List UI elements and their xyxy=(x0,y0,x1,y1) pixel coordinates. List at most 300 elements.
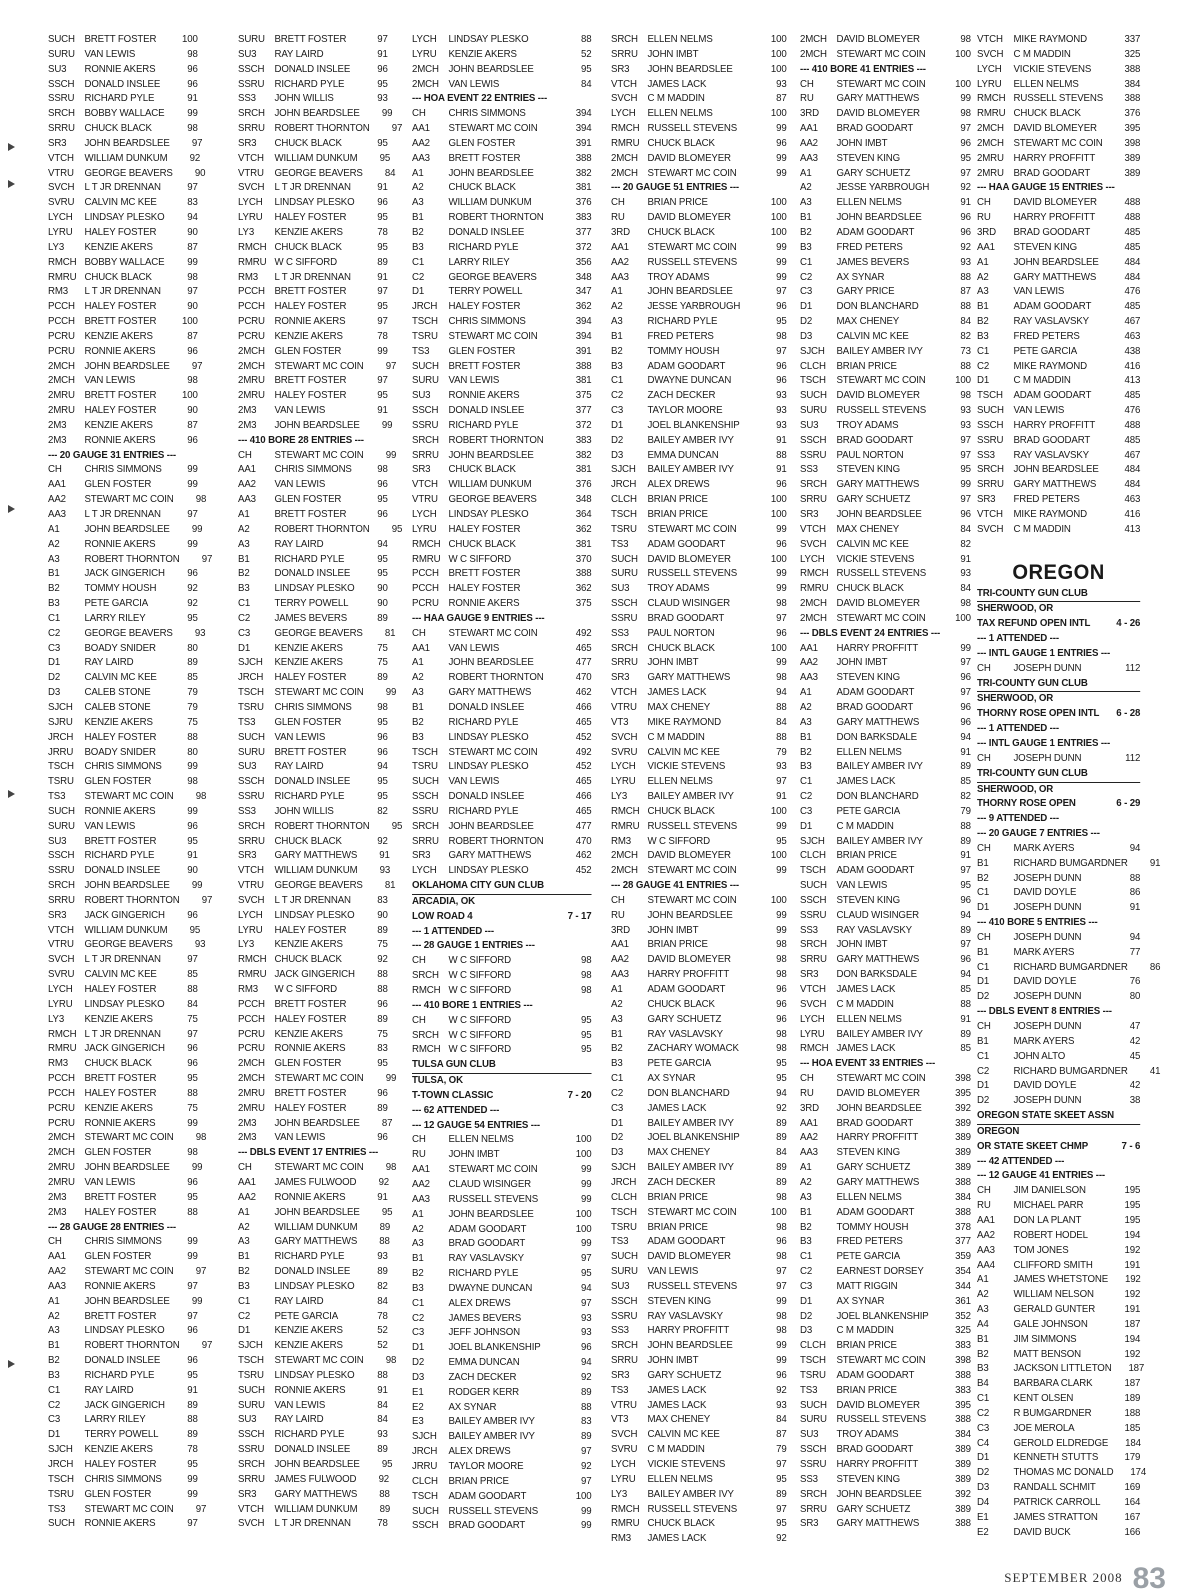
result-row xyxy=(977,990,1140,1005)
result-row xyxy=(238,181,388,196)
score: 97 xyxy=(776,1459,787,1470)
shooter-name: ADAM GOODART xyxy=(647,984,726,995)
score: 84 xyxy=(377,1295,388,1307)
result-row xyxy=(238,1413,388,1428)
result-row xyxy=(611,63,787,78)
result-row xyxy=(412,1490,592,1505)
shooter-name: DON BLANCHARD xyxy=(836,301,919,313)
score: 93 xyxy=(960,568,971,580)
score: 98 xyxy=(581,985,592,996)
result-row xyxy=(800,1354,971,1369)
result-row xyxy=(48,1488,198,1503)
result-row xyxy=(800,493,971,508)
event-code: C2 xyxy=(611,390,624,402)
shooter-name: JOHN WILLIS xyxy=(274,805,334,817)
section-heading xyxy=(977,617,1140,632)
result-row xyxy=(412,835,592,850)
event-code: RU xyxy=(611,909,625,921)
shooter-name: GEORGE BEAVERS xyxy=(84,167,173,179)
score: 99 xyxy=(191,880,203,892)
shooter-name: GEORGE BEAVERS xyxy=(84,627,173,639)
shooter-name: RICHARD PYLE xyxy=(647,316,718,328)
shooter-name: JOHN BEARDSLEE xyxy=(836,1102,922,1114)
shooter-name: JAMES STRATTON xyxy=(1013,1511,1098,1523)
event-code: C3 xyxy=(611,405,624,417)
event-code: B1 xyxy=(800,1206,812,1218)
event-code: SU3 xyxy=(238,1414,257,1426)
shooter-name: KENZIE AKERS xyxy=(274,1340,343,1352)
shooter-name: C M MADDIN xyxy=(647,731,705,743)
result-row xyxy=(800,612,971,627)
shooter-name: BAILEY AMBER IVY xyxy=(836,1028,923,1040)
section-heading: --- 20 GAUGE 31 ENTRIES --- xyxy=(48,449,177,461)
result-row xyxy=(611,820,787,835)
shooter-name: RICHARD PYLE xyxy=(274,78,345,90)
result-row xyxy=(48,1117,198,1132)
event-code: SVRU xyxy=(611,1444,638,1456)
score: 98 xyxy=(776,969,787,981)
event-code: D2 xyxy=(800,316,813,328)
event-code: CH xyxy=(238,1162,252,1174)
shooter-name: TROY ADAMS xyxy=(836,419,899,431)
event-code: RMCH xyxy=(238,954,267,966)
shooter-name: JOHN BEARDSLEE xyxy=(84,1295,170,1307)
result-row xyxy=(238,404,388,419)
event-code: SR3 xyxy=(412,464,431,476)
event-code: SVCH xyxy=(977,523,1004,535)
result-row xyxy=(800,122,971,137)
event-code: SSRU xyxy=(412,805,439,817)
result-row xyxy=(611,775,787,790)
score: 189 xyxy=(1124,1393,1141,1405)
score: 96 xyxy=(377,1132,388,1144)
shooter-name: STEWART MC COIN xyxy=(836,48,926,60)
event-code: SR3 xyxy=(238,1488,257,1500)
result-row xyxy=(48,1057,198,1072)
event-code: SUCH xyxy=(977,405,1004,417)
event-code: AA1 xyxy=(611,241,629,253)
score: 94 xyxy=(960,731,971,743)
shooter-name: KENZIE AKERS xyxy=(84,1444,153,1456)
score: 465 xyxy=(575,805,592,817)
event-code: CH xyxy=(412,955,426,967)
shooter-name: GERALD GUNTER xyxy=(1013,1304,1096,1316)
result-row xyxy=(412,181,592,196)
shooter-name: RAY LAIRD xyxy=(84,657,134,669)
event-code: TSRU xyxy=(412,330,438,342)
result-row xyxy=(800,1295,971,1310)
shooter-name: JAMES LACK xyxy=(647,78,707,90)
result-row xyxy=(48,271,198,286)
event-code: D2 xyxy=(977,1467,990,1479)
result-row xyxy=(611,1532,787,1547)
result-row xyxy=(611,597,787,612)
shooter-name: ROBERT THORNTON xyxy=(274,820,370,832)
result-row xyxy=(800,1517,971,1532)
event-code: CH xyxy=(800,78,814,90)
score: 89 xyxy=(377,1444,388,1456)
event-code: A3 xyxy=(800,716,812,728)
event-code: SURU xyxy=(238,746,265,758)
event-title: T-TOWN CLASSIC xyxy=(412,1089,494,1101)
result-row xyxy=(611,1428,787,1443)
score: 381 xyxy=(575,182,592,194)
result-row xyxy=(977,1244,1140,1259)
score: 84 xyxy=(377,1414,388,1426)
shooter-name: HALEY FOSTER xyxy=(274,1102,347,1114)
result-row xyxy=(800,1443,971,1458)
result-row xyxy=(977,1377,1140,1392)
result-row xyxy=(412,285,592,300)
shooter-name: LINDSAY PLESKO xyxy=(84,998,165,1010)
score: 384 xyxy=(955,1191,971,1203)
score: 96 xyxy=(187,1355,198,1367)
score: 88 xyxy=(581,1401,592,1413)
result-row xyxy=(611,1324,787,1339)
score: 95 xyxy=(581,1029,592,1041)
event-code: TSCH xyxy=(977,390,1003,402)
result-row xyxy=(800,404,971,419)
result-row xyxy=(977,1481,1140,1496)
event-code: A1 xyxy=(800,167,812,179)
shooter-name: MICHAEL PARR xyxy=(1013,1200,1084,1212)
score: 97 xyxy=(776,612,787,624)
event-code: SU3 xyxy=(412,390,431,402)
result-row xyxy=(412,1475,592,1490)
event-code: SRRU xyxy=(238,835,265,847)
shooter-name: KENZIE AKERS xyxy=(84,716,153,728)
score: 95 xyxy=(377,791,388,803)
result-row xyxy=(800,137,971,152)
score: 91 xyxy=(960,746,971,758)
event-code: D1 xyxy=(48,657,61,669)
event-code: SURU xyxy=(238,34,265,45)
score: 94 xyxy=(377,538,388,550)
score: 354 xyxy=(955,1266,971,1278)
event-code: A3 xyxy=(611,316,623,328)
shooter-name: JIM DANIELSON xyxy=(1013,1185,1086,1197)
score: 99 xyxy=(776,909,787,921)
shooter-name: MATT RIGGIN xyxy=(836,1280,898,1292)
event-code: SSCH xyxy=(48,850,75,862)
shooter-name: DAVID DOYLE xyxy=(1013,1080,1077,1092)
event-code: D3 xyxy=(48,687,61,699)
event-code: D2 xyxy=(611,434,624,446)
result-row xyxy=(977,285,1140,300)
event-code: B3 xyxy=(48,1369,60,1381)
score: 376 xyxy=(575,479,592,491)
event-code: VTCH xyxy=(611,78,637,90)
event-code: D1 xyxy=(800,1295,813,1307)
result-row xyxy=(48,523,203,538)
score: 75 xyxy=(377,1028,388,1040)
score: 91 xyxy=(960,553,971,565)
result-row xyxy=(977,152,1140,167)
result-row xyxy=(977,463,1140,478)
shooter-name: STEWART MC COIN xyxy=(836,1355,926,1367)
shooter-name: PAUL NORTON xyxy=(647,627,715,639)
shooter-name: CHUCK BLACK xyxy=(647,226,715,238)
score: 91 xyxy=(377,271,388,283)
score: 82 xyxy=(960,791,971,803)
event-code: LYRU xyxy=(238,924,263,936)
event-code: A2 xyxy=(611,301,623,313)
event-code: SUCH xyxy=(238,731,265,743)
score: 398 xyxy=(955,1355,971,1367)
event-code: RM3 xyxy=(48,1058,69,1070)
result-row xyxy=(611,835,787,850)
event-code: PCCH xyxy=(238,1013,265,1025)
score: 99 xyxy=(581,1520,592,1532)
shooter-name: STEWART MC COIN xyxy=(448,746,538,758)
shooter-name: AX SYNAR xyxy=(836,271,885,283)
event-code: LYCH xyxy=(611,761,636,773)
event-code: AA1 xyxy=(800,123,818,135)
result-row xyxy=(800,1473,971,1488)
event-code: B4 xyxy=(977,1378,989,1390)
event-code: 2MRU xyxy=(238,375,265,387)
shooter-name: PETE GARCIA xyxy=(84,598,149,610)
shooter-name: JAMES LACK xyxy=(836,776,896,788)
section-heading: TULSA, OK xyxy=(412,1075,463,1087)
shooter-name: CHUCK BLACK xyxy=(274,954,342,966)
result-row xyxy=(611,107,787,122)
score: 79 xyxy=(960,805,971,817)
event-code: SS3 xyxy=(238,805,256,817)
result-row xyxy=(800,1072,971,1087)
shooter-name: RAY VASLAVSKY xyxy=(1013,449,1089,461)
score: 452 xyxy=(575,865,592,877)
event-code: A3 xyxy=(611,1013,623,1025)
shooter-name: CHUCK BLACK xyxy=(84,123,152,135)
result-row xyxy=(238,78,388,93)
event-date: 4 - 26 xyxy=(1116,618,1141,630)
score: 383 xyxy=(575,434,592,446)
event-code: A2 xyxy=(800,701,812,713)
shooter-name: ELLEN NELMS xyxy=(836,1191,902,1203)
shooter-name: ADAM GOODART xyxy=(647,360,726,372)
score: 98 xyxy=(776,1028,787,1040)
event-code: SSCH xyxy=(611,598,638,610)
shooter-name: BRAD GOODART xyxy=(1013,434,1091,446)
result-row xyxy=(611,1161,787,1176)
shooter-name: BRAD GOODART xyxy=(836,701,914,713)
score: 95 xyxy=(581,1014,592,1026)
event-code: VTRU xyxy=(48,167,74,179)
score: 82 xyxy=(377,805,388,817)
event-code: CH xyxy=(800,1073,814,1085)
shooter-name: CHUCK BLACK xyxy=(448,182,516,194)
event-code: PCRU xyxy=(48,1102,75,1114)
shooter-name: ADAM GOODART xyxy=(836,1369,915,1381)
result-row xyxy=(48,1102,198,1117)
section-heading: --- 62 ATTENDED --- xyxy=(412,1104,500,1116)
score: 463 xyxy=(1124,494,1141,506)
shooter-name: EMMA DUNCAN xyxy=(647,449,719,461)
shooter-name: GLEN FOSTER xyxy=(84,1251,152,1263)
event-code: A1 xyxy=(412,1208,424,1220)
event-code: AA2 xyxy=(611,954,629,966)
event-code: TSRU xyxy=(611,523,637,535)
score: 187 xyxy=(1128,1363,1145,1375)
result-row xyxy=(977,241,1140,256)
result-row xyxy=(412,849,592,864)
result-row xyxy=(800,538,971,553)
result-row xyxy=(238,538,388,553)
shooter-name: RUSSELL STEVENS xyxy=(836,405,927,417)
shooter-name: MATT BENSON xyxy=(1013,1348,1081,1360)
score: 484 xyxy=(1124,271,1141,283)
result-row xyxy=(800,181,971,196)
shooter-name: GARY MATTHEWS xyxy=(836,716,920,728)
score: 92 xyxy=(960,182,971,194)
score: 99 xyxy=(960,93,971,105)
score: 99 xyxy=(381,419,393,431)
result-row xyxy=(238,1087,388,1102)
score: 97 xyxy=(187,1310,198,1322)
result-row xyxy=(800,686,971,701)
event-code: SVCH xyxy=(48,182,75,194)
result-row xyxy=(238,998,388,1013)
shooter-name: L T JR DRENNAN xyxy=(84,954,161,966)
score: 96 xyxy=(960,894,971,906)
event-code: JRRU xyxy=(412,1461,438,1472)
event-code: 2MCH xyxy=(48,375,75,387)
event-code: A1 xyxy=(800,687,812,699)
event-code: RMRU xyxy=(611,1518,640,1530)
event-code: SURU xyxy=(611,568,638,580)
result-row xyxy=(48,167,206,182)
result-row xyxy=(238,48,388,63)
event-code: A3 xyxy=(238,1236,250,1248)
event-code: LYCH xyxy=(611,1459,636,1470)
event-code: 2M3 xyxy=(48,419,67,431)
shooter-name: CHUCK BLACK xyxy=(84,1058,152,1070)
event-code: AA1 xyxy=(48,1251,66,1263)
page-number: 83 xyxy=(1132,1562,1166,1595)
result-row xyxy=(412,63,592,78)
result-row xyxy=(977,33,1140,48)
result-row xyxy=(238,1488,388,1503)
shooter-name: GARY SCHUETZ xyxy=(647,1013,722,1025)
event-code: D1 xyxy=(800,301,813,313)
result-row xyxy=(977,63,1140,78)
event-code: 2MCH xyxy=(238,1073,265,1085)
shooter-name: VAN LEWIS xyxy=(84,1176,136,1188)
event-code: CLCH xyxy=(800,850,826,862)
score: 88 xyxy=(379,1236,390,1248)
score: 89 xyxy=(377,672,388,684)
score: 97 xyxy=(377,34,388,45)
event-code: SSCH xyxy=(238,776,265,788)
score: 96 xyxy=(187,78,198,90)
score: 89 xyxy=(377,924,388,936)
score: 91 xyxy=(187,850,198,862)
score: 174 xyxy=(1130,1467,1147,1479)
shooter-name: GARY MATTHEWS xyxy=(836,93,920,105)
section-heading: --- 20 GAUGE 7 ENTRIES --- xyxy=(977,828,1100,840)
score: 362 xyxy=(575,583,592,595)
score: 337 xyxy=(1124,34,1141,45)
result-row xyxy=(800,924,971,939)
score: 96 xyxy=(776,375,787,387)
section-heading: OREGON xyxy=(977,1125,1020,1137)
event-code: SURU xyxy=(412,375,439,387)
shooter-name: C M MADDIN xyxy=(836,820,894,832)
shooter-name: HARRY PROFFITT xyxy=(1013,419,1096,431)
event-code: SSCH xyxy=(48,78,75,90)
shooter-name: TAYLOR MOORE xyxy=(448,1461,524,1472)
result-row xyxy=(611,582,787,597)
shooter-name: STEWART MC COIN xyxy=(836,612,926,624)
result-row xyxy=(977,523,1140,538)
score: 194 xyxy=(1124,1333,1141,1345)
result-row xyxy=(977,1020,1140,1035)
score: 95 xyxy=(960,464,971,476)
shooter-name: ADAM GOODART xyxy=(836,226,915,238)
shooter-name: HARRY PROFFITT xyxy=(836,1132,919,1144)
score: 79 xyxy=(187,701,198,713)
event-code: C1 xyxy=(800,776,813,788)
event-code: SRCH xyxy=(977,464,1004,476)
shooter-name: KENZIE AKERS xyxy=(274,642,343,654)
event-code: TS3 xyxy=(611,1236,629,1248)
shooter-name: STEWART MC COIN xyxy=(274,1162,364,1174)
score: 388 xyxy=(575,568,592,580)
result-row xyxy=(611,33,787,48)
event-code: CH xyxy=(48,464,62,476)
score: 95 xyxy=(581,1268,592,1280)
score: 96 xyxy=(377,63,388,75)
shooter-name: JOHN BEARDSLEE xyxy=(448,820,534,832)
shooter-name: BRETT FOSTER xyxy=(274,1087,347,1099)
result-row xyxy=(800,953,971,968)
result-row xyxy=(48,938,206,953)
shooter-name: BRIAN PRICE xyxy=(647,509,708,520)
score: 97 xyxy=(581,1253,592,1265)
shooter-name: GARY MATTHEWS xyxy=(448,850,532,862)
score: 100 xyxy=(770,494,787,506)
event-code: SRRU xyxy=(611,657,638,669)
event-code: SR3 xyxy=(611,672,630,684)
score: 95 xyxy=(377,553,388,565)
result-row xyxy=(977,1229,1140,1244)
event-code: B2 xyxy=(800,226,812,238)
shooter-name: RICHARD PYLE xyxy=(274,1251,345,1263)
result-row xyxy=(48,1042,198,1057)
result-row xyxy=(977,901,1140,916)
result-row xyxy=(48,1458,198,1473)
shooter-name: TROY ADAMS xyxy=(836,1429,899,1441)
result-row xyxy=(977,1079,1140,1094)
result-row xyxy=(48,686,198,701)
shooter-name: WILLIAM DUNKUM xyxy=(84,152,168,164)
score: 97 xyxy=(385,360,397,372)
event-code: TS3 xyxy=(48,1503,66,1515)
shooter-name: DAVID BLOMEYER xyxy=(647,553,731,565)
score: 99 xyxy=(776,657,787,669)
score: 98 xyxy=(776,1251,787,1263)
shooter-name: W C SIFFORD xyxy=(448,955,511,967)
shooter-name: BAILEY AMBER IVY xyxy=(836,345,923,357)
score: 93 xyxy=(776,390,787,402)
score: 388 xyxy=(1124,63,1141,75)
event-code: SURU xyxy=(238,1399,265,1411)
score: 84 xyxy=(776,1147,787,1159)
shooter-name: HALEY FOSTER xyxy=(84,405,157,417)
shooter-name: BAILEY AMBER IVY xyxy=(647,464,734,476)
event-code: A1 xyxy=(611,984,623,995)
